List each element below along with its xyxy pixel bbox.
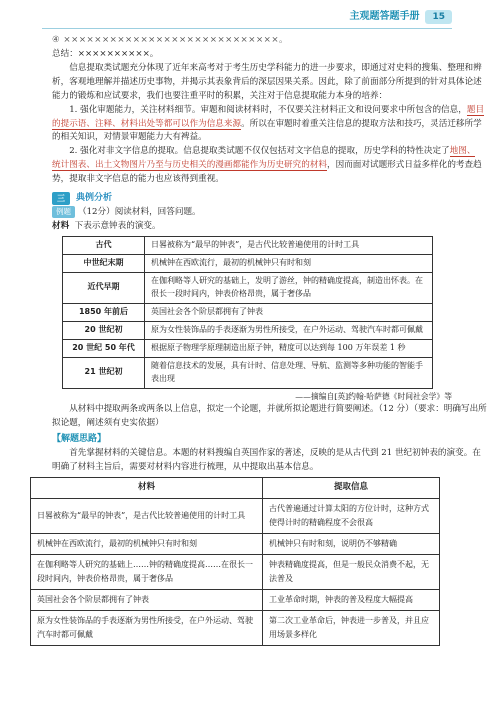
question-line1: 从材料中提取两条或两条以上信息，拟定一个论题，并就所拟论题进行简要阐述。（12 分）（要求：明确写出所 bbox=[69, 404, 487, 415]
para2-text-b: 。所以在审题时着重关注信息的提取方法和技巧，灵活迁移所学 bbox=[241, 118, 482, 129]
paragraph-1 bbox=[52, 62, 482, 104]
para1-line3: 能力的锻炼和应试要求，我们也要注重平时的积累，关注对于信息提取能力本身的培养： bbox=[52, 90, 388, 101]
event-cell: 英国社会各个阶层都拥有了钟表 bbox=[145, 303, 433, 321]
para3-highlight-a: 地图、 bbox=[449, 146, 476, 157]
para3-highlight-b: 统计图表、出土文物图片乃至与历史相关的漫画都能作为历史研究的材料 bbox=[52, 160, 328, 171]
extracted-info-cell: 机械钟只有时和刻，说明仍不够精确 bbox=[263, 534, 440, 555]
paragraph-2 bbox=[52, 104, 485, 146]
info-row bbox=[31, 590, 440, 611]
para1-line1: 信息提取类试题充分体现了近年来高考对于考生历史学科能力的进一步要求，即通过对史料的搜集、整理和辨 bbox=[69, 62, 482, 73]
para2-highlight-b: 的提示语、注释、材料出处等都可以作为信息来源 bbox=[52, 118, 242, 129]
material-cell: 在伽利略等人研究的基础上……钟的精确度提高……在很长一段时间内，钟表价格昂贵，属于奢侈品 bbox=[31, 555, 263, 590]
event-cell: 根据原子物理学原理制造出原子钟，精度可以达到每 100 万年误差 1 秒 bbox=[145, 339, 433, 357]
page-number: 15 bbox=[425, 10, 452, 25]
analysis-heading: 【解题思路】 bbox=[52, 434, 107, 445]
para3-line3: 势，提取非文字信息的能力也应该得到重视。 bbox=[52, 174, 224, 185]
timeline-row bbox=[63, 236, 433, 254]
para2-highlight-a: 题目 bbox=[466, 104, 485, 115]
extracted-info-cell: 钟表精确度提高，但是一般民众消费不起，无法普及 bbox=[263, 555, 440, 590]
extracted-info-cell: 古代普遍通过计算太阳的方位计时，这种方式使得计时的精确程度不会很高 bbox=[263, 499, 440, 534]
question-line2: 拟论题，阐述须有史实依据） bbox=[52, 418, 164, 429]
intro-item-4: ④ ××××××××××××××××××××××××××××。 bbox=[52, 35, 289, 45]
section-heading bbox=[52, 190, 452, 206]
timeline-row bbox=[63, 321, 433, 339]
era-cell: 20 世纪初 bbox=[63, 321, 145, 339]
material-cell: 英国社会各个阶层都拥有了钟表 bbox=[31, 590, 263, 611]
era-cell: 21 世纪初 bbox=[63, 357, 145, 388]
timeline-row bbox=[63, 272, 433, 303]
section-badge: 三 bbox=[52, 192, 70, 205]
era-cell: 近代早期 bbox=[63, 272, 145, 303]
material-cell: 原为女性装饰品的手表逐渐为男性所接受，在户外运动、驾驶汽车时都可佩戴 bbox=[31, 611, 263, 646]
intro-summary: 总结：××××××××××。 bbox=[52, 48, 159, 59]
para2-line2 bbox=[52, 118, 482, 132]
para1-line2: 析，客观地理解并描述历史事物，并揭示其表象背后的深层因果关系。因此，除了前面部分所提到的针对具体论述 bbox=[52, 76, 482, 87]
timeline-row bbox=[63, 339, 433, 357]
header-extracted-info: 提取信息 bbox=[263, 478, 440, 499]
section-title: 典例分析 bbox=[76, 192, 113, 203]
clock-evolution-table bbox=[62, 236, 433, 389]
example-question bbox=[52, 206, 452, 220]
material-intro bbox=[52, 220, 452, 234]
material-intro-text: 下表示意钟表的演变。 bbox=[74, 221, 161, 232]
material-label: 材料 bbox=[52, 221, 70, 232]
event-cell: 在伽利略等人研究的基础上，发明了游丝，钟的精确度提高，制造出怀表。在很长一段时间内，钟表价格昂贵，属于奢侈品 bbox=[145, 272, 433, 303]
analysis-line2: 明确了材料主旨后，需要对材料内容进行梳理，从中提取出基本信息。 bbox=[52, 461, 319, 472]
timeline-row bbox=[63, 254, 433, 272]
event-cell: 随着信息技术的发展，具有计时、信息处理、导航、监测等多种功能的智能手表出现 bbox=[145, 357, 433, 388]
event-cell: 原为女性装饰品的手表逐渐为男性所接受，在户外运动、驾驶汽车时都可佩戴 bbox=[145, 321, 433, 339]
info-row bbox=[31, 499, 440, 534]
event-cell: 日晷被称为“最早的钟表”，是古代比较普遍使用的计时工具 bbox=[145, 236, 433, 254]
extracted-info-cell: 第二次工业革命后，钟表进一步普及，并且应用场景多样化 bbox=[263, 611, 440, 646]
material-cell: 日晷被称为“最早的钟表”，是古代比较普遍使用的计时工具 bbox=[31, 499, 263, 534]
timeline-row bbox=[63, 303, 433, 321]
para2-line1 bbox=[52, 104, 485, 118]
era-cell: 中世纪末期 bbox=[63, 254, 145, 272]
era-cell: 20 世纪 50 年代 bbox=[63, 339, 145, 357]
info-extraction-table bbox=[30, 477, 440, 646]
para3-text-b: ，因而面对试题形式日益多样化的考查趋 bbox=[327, 160, 482, 171]
example-question-text: （12分）阅读材料，回答问题。 bbox=[78, 207, 201, 218]
info-row bbox=[31, 611, 440, 646]
para3-line2 bbox=[52, 159, 482, 173]
info-table-header bbox=[31, 478, 440, 499]
para2-line3: 的相关知识，对情景审题能力大有裨益。 bbox=[52, 132, 207, 143]
header-divider bbox=[42, 28, 452, 29]
event-cell: 机械钟在西欧流行，最初的机械钟只有时和刻 bbox=[145, 254, 433, 272]
page-content bbox=[37, 34, 487, 646]
timeline-row bbox=[63, 357, 433, 388]
info-row bbox=[31, 555, 440, 590]
para3-line1 bbox=[52, 145, 476, 159]
analysis-line1: 首先掌握材料的关键信息。本题的材料搜编自英国作家的著述，反映的是从古代到 21 世纪初钟表的演变。在 bbox=[69, 447, 481, 458]
era-cell: 1850 年前后 bbox=[63, 303, 145, 321]
info-row bbox=[31, 534, 440, 555]
example-tag: 例题 bbox=[52, 206, 75, 218]
para2-text-a: 1. 强化审题能力，关注材料细节。审题和阅读材料时，不仅要关注材料正文和设问要求中所包含的信息， bbox=[69, 104, 467, 115]
handbook-title: 主观题答题手册 bbox=[349, 10, 420, 22]
header-material: 材料 bbox=[31, 478, 263, 499]
extracted-info-cell: 工业革命时期，钟表的普及程度大幅提高 bbox=[263, 590, 440, 611]
paragraph-3 bbox=[52, 145, 482, 187]
era-cell: 古代 bbox=[63, 236, 145, 254]
material-cell: 机械钟在西欧流行，最初的机械钟只有时和刻 bbox=[31, 534, 263, 555]
page-header bbox=[349, 8, 452, 26]
para3-text-a: 2. 强化对非文字信息的提取。信息提取类试题不仅仅包括对文字信息的提取，历史学科的特性决定了 bbox=[69, 146, 450, 157]
material-source: ——摘编自[英]约翰·哈萨德《时间社会学》等 bbox=[295, 391, 452, 401]
